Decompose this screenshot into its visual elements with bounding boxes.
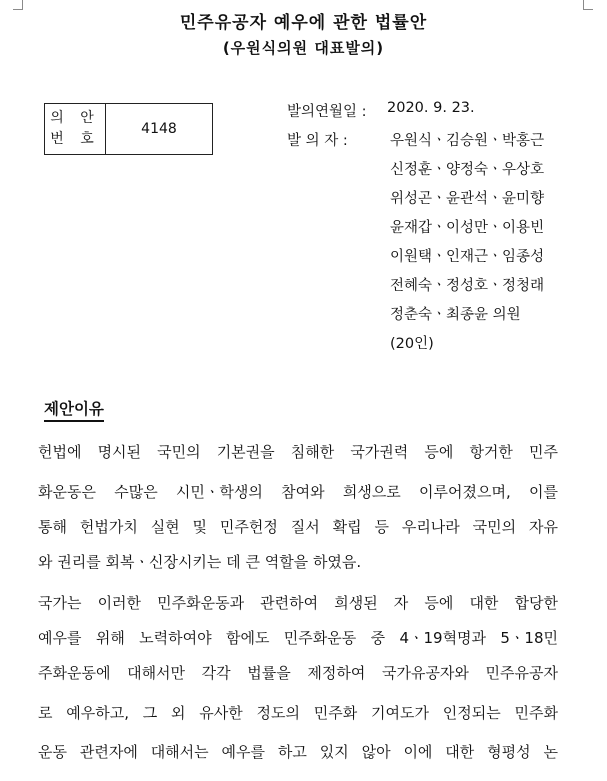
section-heading-reason: 제안이유 xyxy=(44,397,104,422)
body-text-line: 와 권리를 회복ㆍ신장시키는 데 큰 역할을 하였음. xyxy=(38,553,362,571)
bill-number-label-line2: 번 호 xyxy=(50,131,100,147)
body-text-line: 통해 헌법가치 실현 및 민주헌정 질서 확립 등 우리나라 국민의 자유 xyxy=(38,518,558,536)
bill-number-box xyxy=(44,103,213,155)
bill-number-value: 4148 xyxy=(106,104,213,155)
bill-number-label xyxy=(45,104,106,155)
proposal-date-label: 발의연월일 : xyxy=(287,104,367,120)
proposer-line: 신정훈ㆍ양정숙ㆍ우상호 xyxy=(390,162,545,178)
bill-title: 민주유공자 예우에 관한 법률안 xyxy=(179,13,428,33)
proposer-count: (20인) xyxy=(390,336,434,352)
proposer-line: 정춘숙ㆍ최종윤 의원 xyxy=(390,307,521,323)
proposer-label: 발 의 자 : xyxy=(287,133,348,149)
body-text-line: 예우를 위해 노력하여야 함에도 민주화운동 중 4ㆍ19혁명과 5ㆍ18민 xyxy=(38,629,558,647)
bill-subtitle: (우원식의원 대표발의) xyxy=(222,39,385,57)
body-text-line: 운동 관련자에 대해서는 예우를 하고 있지 않아 이에 대한 형평성 논 xyxy=(38,743,558,761)
body-text-line: 화운동은 수많은 시민ㆍ학생의 참여와 희생으로 이루어졌으며, 이를 xyxy=(38,483,558,501)
body-text-line: 헌법에 명시된 국민의 기본권을 침해한 국가권력 등에 항거한 민주 xyxy=(38,443,558,461)
proposer-line: 윤재갑ㆍ이성만ㆍ이용빈 xyxy=(390,220,545,236)
proposer-line: 우원식ㆍ김승원ㆍ박홍근 xyxy=(390,133,545,149)
body-text-line: 로 예우하고, 그 외 유사한 정도의 민주화 기여도가 인정되는 민주화 xyxy=(38,704,558,722)
bill-number-label-line1: 의 안 xyxy=(50,110,100,126)
proposer-line: 위성곤ㆍ윤관석ㆍ윤미향 xyxy=(390,191,545,207)
proposer-line: 전혜숙ㆍ정성호ㆍ정청래 xyxy=(390,278,545,294)
body-text-line: 국가는 이러한 민주화운동과 관련하여 희생된 자 등에 대한 합당한 xyxy=(38,594,558,612)
proposal-date-value: 2020. 9. 23. xyxy=(387,100,475,116)
body-text-line: 주화운동에 대해서만 각각 법률을 제정하여 국가유공자와 민주유공자 xyxy=(38,664,558,682)
proposer-line: 이원택ㆍ인재근ㆍ임종성 xyxy=(390,249,545,265)
